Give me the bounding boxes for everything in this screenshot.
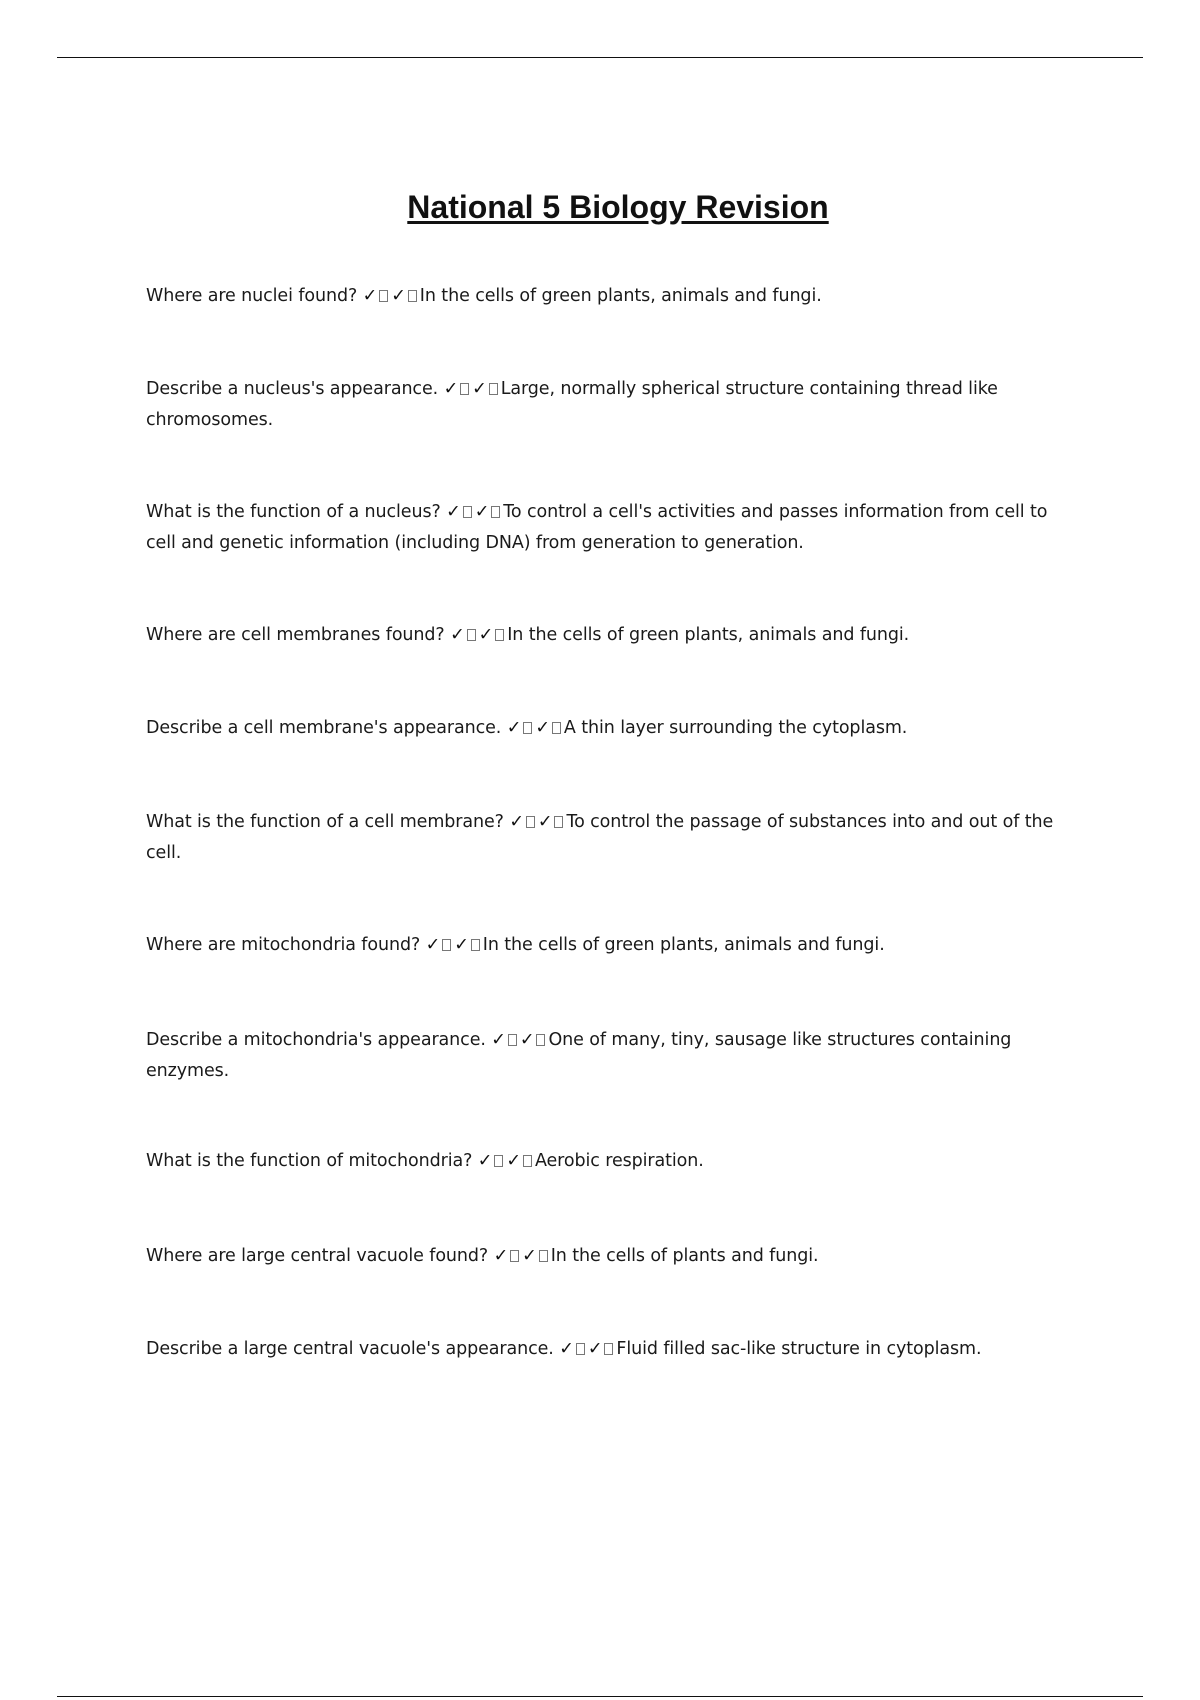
placeholder-box-icon	[408, 290, 417, 302]
question-text: Describe a large central vacuole's appearance.	[146, 1339, 554, 1359]
placeholder-box-icon	[460, 383, 469, 395]
check-icon: ✓	[450, 625, 465, 645]
placeholder-box-icon	[604, 1343, 613, 1355]
check-icon: ✓	[362, 286, 378, 306]
check-icon: ✓	[491, 1030, 506, 1050]
placeholder-box-icon	[554, 816, 563, 828]
top-rule	[57, 57, 1143, 58]
qa-item	[146, 374, 1076, 436]
qa-item	[146, 497, 1076, 559]
placeholder-box-icon	[463, 506, 472, 518]
question-text: Describe a nucleus's appearance.	[146, 379, 439, 399]
check-icon: ✓	[587, 1339, 603, 1359]
placeholder-box-icon	[494, 1155, 503, 1167]
answer-text: In the cells of green plants, animals and fungi.	[482, 935, 885, 955]
question-text: Where are large central vacuole found?	[146, 1246, 489, 1266]
placeholder-box-icon	[467, 629, 476, 641]
placeholder-box-icon	[510, 1250, 519, 1262]
answer-text: Fluid filled sac-like structure in cytoplasm.	[616, 1339, 982, 1359]
answer-text: In the cells of plants and fungi.	[550, 1246, 819, 1266]
placeholder-box-icon	[523, 722, 532, 734]
check-icon: ✓	[535, 718, 550, 738]
check-icon: ✓	[559, 1339, 574, 1359]
question-text: What is the function of a cell membrane?	[146, 812, 504, 832]
placeholder-box-icon	[471, 939, 480, 951]
qa-item	[146, 1241, 1076, 1272]
check-icon: ✓	[443, 379, 459, 399]
placeholder-box-icon	[536, 1034, 545, 1046]
placeholder-box-icon	[552, 722, 561, 734]
placeholder-box-icon	[508, 1034, 517, 1046]
placeholder-box-icon	[489, 383, 498, 395]
check-icon: ✓	[537, 812, 553, 832]
check-icon: ✓	[519, 1030, 535, 1050]
placeholder-box-icon	[491, 506, 500, 518]
question-text: Describe a mitochondria's appearance.	[146, 1030, 486, 1050]
placeholder-box-icon	[526, 816, 535, 828]
qa-item	[146, 281, 1076, 312]
answer-text: Aerobic respiration.	[534, 1151, 704, 1171]
check-icon: ✓	[506, 718, 522, 738]
qa-item	[146, 713, 1076, 744]
qa-item	[146, 1334, 1076, 1365]
answer-text: To control a cell's activities and passes information from cell to cell and genetic information (including DNA) from generation to generation.	[146, 502, 1048, 553]
check-icon: ✓	[509, 812, 524, 832]
question-text: What is the function of mitochondria?	[146, 1151, 473, 1171]
placeholder-box-icon	[576, 1343, 585, 1355]
qa-item	[146, 620, 1076, 651]
qa-item	[146, 1025, 1076, 1087]
page-title: National 5 Biology Revision	[407, 189, 829, 225]
question-text: Where are cell membranes found?	[146, 625, 445, 645]
placeholder-box-icon	[539, 1250, 548, 1262]
check-icon: ✓	[472, 379, 487, 399]
answer-text: A thin layer surrounding the cytoplasm.	[563, 718, 908, 738]
check-icon: ✓	[522, 1246, 537, 1266]
qa-item	[146, 930, 1076, 961]
check-icon: ✓	[391, 286, 406, 306]
placeholder-box-icon	[379, 290, 388, 302]
qa-item	[146, 1146, 1076, 1177]
question-text: Where are nuclei found?	[146, 286, 358, 306]
answer-text: One of many, tiny, sausage like structures containing enzymes.	[146, 1030, 1012, 1081]
answer-text: In the cells of green plants, animals and fungi.	[507, 625, 910, 645]
bottom-rule	[57, 1696, 1143, 1697]
check-icon: ✓	[474, 502, 490, 522]
check-icon: ✓	[454, 935, 469, 955]
placeholder-box-icon	[523, 1155, 532, 1167]
check-icon: ✓	[446, 502, 461, 522]
check-icon: ✓	[425, 935, 441, 955]
answer-text: To control the passage of substances into and out of the cell.	[146, 812, 1054, 863]
check-icon: ✓	[493, 1246, 509, 1266]
question-text: Where are mitochondria found?	[146, 935, 421, 955]
answer-text: In the cells of green plants, animals and fungi.	[419, 286, 822, 306]
question-text: Describe a cell membrane's appearance.	[146, 718, 502, 738]
check-icon: ✓	[506, 1151, 521, 1171]
placeholder-box-icon	[442, 939, 451, 951]
answer-text: Large, normally spherical structure containing thread like chromosomes.	[146, 379, 998, 430]
check-icon: ✓	[478, 625, 494, 645]
check-icon: ✓	[477, 1151, 493, 1171]
placeholder-box-icon	[495, 629, 504, 641]
question-text: What is the function of a nucleus?	[146, 502, 441, 522]
qa-item	[146, 807, 1076, 869]
